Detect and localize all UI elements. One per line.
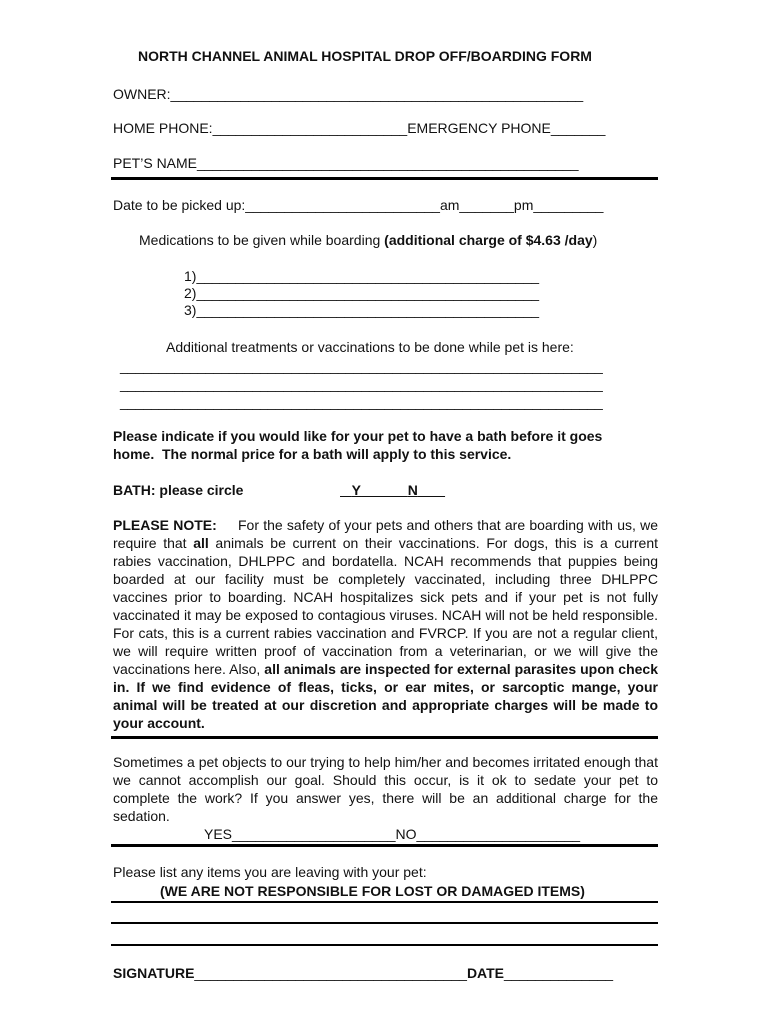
sedation-notice: Sometimes a pet objects to our trying to help him/her and becomes irritated enough that we cannot accomplish our goal. Should this occur, is it ok to sedate your pet to complete the work? If you answer yes, there will be an additional charge for the sedation. [113, 754, 658, 824]
sedation-answer[interactable]: YES_____________________NO_____________________ [204, 826, 581, 842]
medication-line-1[interactable]: 1)____________________________________________ [184, 268, 540, 284]
section-divider [111, 844, 658, 847]
items-label: Please list any items you are leaving with your pet: [113, 864, 427, 880]
bath-choices[interactable] [340, 482, 445, 499]
section-divider [111, 177, 658, 180]
items-line-2[interactable] [111, 922, 658, 924]
medications-label: Medications to be given while boarding (additional charge of $4.63 /day) [139, 232, 598, 248]
additional-line-1[interactable]: ______________________________________________________________ [120, 358, 603, 374]
date-field[interactable]: ______________ [504, 965, 614, 981]
bath-notice-line-1: Please indicate if you would like for your pet to have a bath before it goes [113, 428, 603, 444]
bath-label: BATH: please circle [113, 482, 244, 498]
vaccination-note: PLEASE NOTE: For the safety of your pets and others that are boarding with us, we require that all animals be current on their vaccinations. For dogs, this is a current rabies vaccination, DHLPPC and bordatella. NCAH recommends that puppies being boarded at our facility must be completely vaccinated, including three DHLPPC vaccines prior to boarding. NCAH hospitalizes sick pets and if your pet is not fully vaccinated it may be exposed to contagious viruses. NCAH will not be held responsible. For cats, this is a current rabies vaccination and FVRCP. If you are not a regular client, we will require written proof of vaccination from a veterinarian, or we will give the vaccinations here. Also, all animals are inspected for external parasites upon check in. If we find evidence of fleas, ticks, or ear mites, or sarcoptic mange, your animal will be treated at our discretion and appropriate charges will be made to your account. [113, 517, 659, 731]
medication-line-2[interactable]: 2)____________________________________________ [184, 285, 540, 301]
date-label: DATE [466, 965, 505, 981]
pickup-date-field[interactable]: Date to be picked up:_________________________am_______pm_________ [113, 197, 604, 213]
items-line-1[interactable] [111, 901, 658, 903]
section-divider [111, 736, 658, 739]
bath-notice-line-2: home. The normal price for a bath will apply to this service. [113, 446, 512, 462]
owner-field[interactable]: OWNER:_____________________________________________________ [113, 86, 584, 102]
items-line-3[interactable] [111, 944, 658, 946]
signature-label: SIGNATURE [113, 965, 195, 981]
home-phone-field[interactable]: HOME PHONE:_________________________EMERGENCY PHONE_______ [113, 120, 606, 136]
items-disclaimer: (WE ARE NOT RESPONSIBLE FOR LOST OR DAMAGED ITEMS) [160, 883, 585, 899]
signature-row [113, 965, 613, 982]
bath-no-option[interactable]: N [407, 482, 418, 498]
bath-yes-option[interactable]: Y [351, 482, 362, 498]
additional-line-2[interactable]: ______________________________________________________________ [120, 376, 603, 392]
pets-name-field[interactable]: PET’S NAME_________________________________________________ [113, 155, 579, 171]
additional-line-3[interactable]: ______________________________________________________________ [120, 394, 603, 410]
medication-line-3[interactable]: 3)____________________________________________ [184, 302, 540, 318]
page-title: NORTH CHANNEL ANIMAL HOSPITAL DROP OFF/BOARDING FORM [138, 48, 592, 64]
additional-treatments-label: Additional treatments or vaccinations to be done while pet is here: [166, 339, 574, 355]
signature-field[interactable]: ___________________________________ [194, 965, 467, 981]
